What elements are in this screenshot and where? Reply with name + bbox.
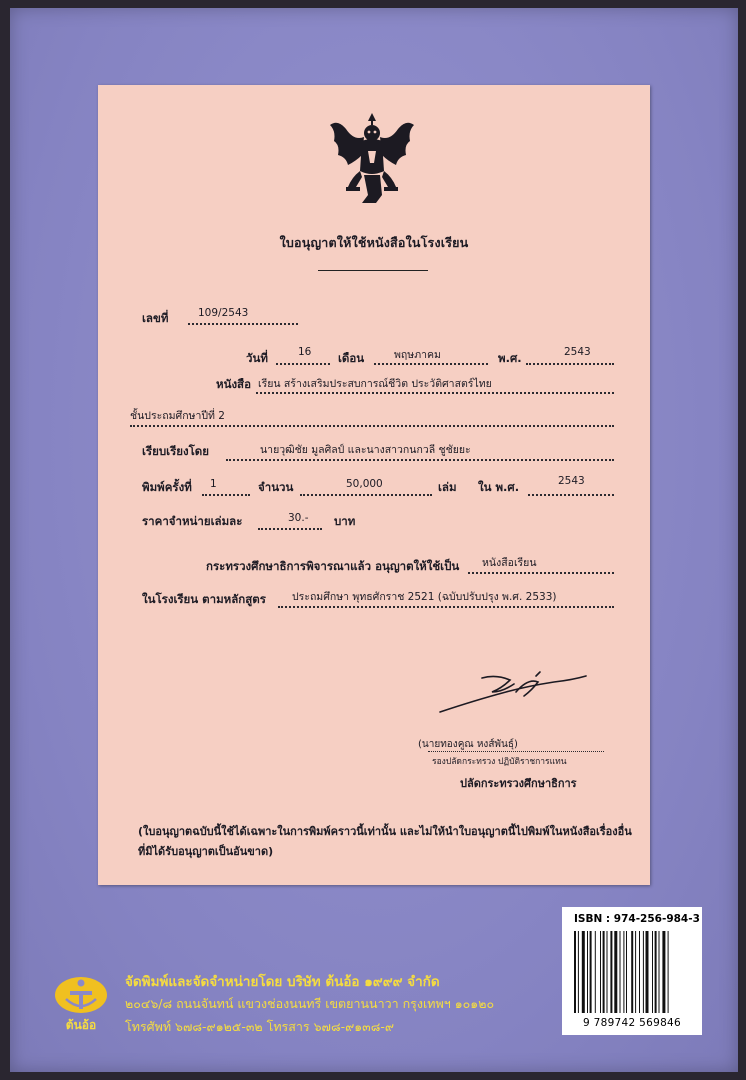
barcode-bar: [614, 931, 617, 1013]
price-unit: บาท: [334, 514, 356, 528]
volume-label: เล่ม: [438, 480, 457, 494]
publisher-contact: โทรศัพท์ ๖๗๘-๙๑๒๕-๓๒ โทรสาร ๖๗๘-๙๑๓๘-๙: [125, 1019, 395, 1034]
ministry-approval-text: กระทรวงศึกษาธิการพิจารณาแล้ว อนุญาตให้ใช้เป็น: [206, 559, 460, 573]
barcode-bar: [668, 931, 669, 1013]
date-dotted-line: [276, 363, 330, 365]
author-label: เรียบเรียงโดย: [142, 444, 209, 458]
price-dotted-line: [258, 528, 322, 530]
date-label: วันที่: [246, 351, 268, 365]
signature-mark: [436, 670, 592, 718]
isbn-barcode-box: [562, 907, 702, 1035]
barcode-bar: [662, 931, 665, 1013]
use-as-dotted-line: [468, 572, 614, 574]
barcode-bar: [582, 931, 585, 1013]
print-dotted-line: [202, 494, 250, 496]
date-value: 16: [298, 346, 312, 358]
barcode-bar: [652, 931, 653, 1013]
print-year-dotted-line: [528, 494, 614, 496]
isbn-label: ISBN : 974-256-984-3: [574, 913, 700, 925]
garuda-emblem-icon: [324, 111, 420, 205]
barcode-bar: [655, 931, 657, 1013]
barcode-bar: [607, 931, 608, 1013]
barcode-bar: [595, 931, 596, 1013]
qty-value: 50,000: [346, 478, 383, 490]
publisher-logo-text: ต้นอ้อ: [65, 1018, 97, 1032]
barcode-bar: [600, 931, 601, 1013]
book-value-2: ชั้นประถมศึกษาปีที่ 2: [130, 410, 225, 422]
barcode-bar: [603, 931, 605, 1013]
barcode-bar: [590, 931, 592, 1013]
curriculum-value: ประถมศึกษา พุทธศักราช 2521 (ฉบับปรับปรุง พ.ศ. 2533): [292, 591, 557, 603]
signer-name: (นายทองคูณ หงส์พันธุ์): [418, 739, 518, 750]
print-value: 1: [210, 478, 217, 490]
barcode-bar: [574, 931, 576, 1013]
month-label: เดือน: [338, 351, 365, 365]
book-dotted-line: [256, 392, 614, 394]
year-dotted-line: [526, 363, 614, 365]
year-label: พ.ศ.: [498, 351, 522, 365]
barcode-bar: [626, 931, 627, 1013]
price-value: 30.-: [288, 512, 309, 524]
barcode-bar: [639, 931, 640, 1013]
school-label: ในโรงเรียน ตามหลักสูตร: [142, 592, 266, 606]
barcode-bar: [587, 931, 588, 1013]
barcode-bar: [623, 931, 624, 1013]
curriculum-dotted-line: [278, 606, 614, 608]
publisher-line-1: จัดพิมพ์และจัดจำหน่ายโดย บริษัท ต้นอ้อ ๑๙๙๙ จำกัด: [125, 974, 440, 990]
barcode-bar: [646, 931, 649, 1013]
month-value: พฤษภาคม: [394, 349, 441, 361]
certificate-note: (ใบอนุญาตฉบับนี้ใช้ได้เฉพาะในการพิมพ์คราวนี้เท่านั้น และไม่ให้นำใบอนุญาตนี้ไปพิมพ์ในหนังสือเรื่องอื่น ที่มิได้รับอนุญาตเป็นอันขาด): [138, 825, 632, 858]
print-year-value: 2543: [558, 475, 585, 487]
barcode-bar: [635, 931, 636, 1013]
publisher-address: ๒๐๔๖/๘ ถนนจันทน์ แขวงช่องนนทรี เขตยานนาวา กรุงเทพฯ ๑๐๑๒๐: [125, 996, 495, 1011]
book-dotted-line-2: [130, 425, 614, 427]
number-label: เลขที่: [142, 311, 169, 325]
barcode: [572, 931, 692, 1013]
barcode-bar: [631, 931, 633, 1013]
number-value: 109/2543: [198, 307, 249, 319]
author-dotted-line: [226, 459, 614, 461]
barcode-bar: [643, 931, 644, 1013]
qty-label: จำนวน: [258, 480, 294, 494]
year-value: 2543: [564, 346, 591, 358]
in-year-label: ใน พ.ศ.: [478, 480, 520, 494]
print-label: พิมพ์ครั้งที่: [142, 480, 192, 494]
signer-title: ปลัดกระทรวงศึกษาธิการ: [460, 777, 577, 790]
barcode-number: 9 789742 569846: [582, 1017, 682, 1029]
price-label: ราคาจำหน่ายเล่มละ: [142, 514, 243, 528]
barcode-bar: [659, 931, 660, 1013]
number-dotted-line: [188, 323, 298, 325]
barcode-bar: [610, 931, 612, 1013]
book-value: เรียน สร้างเสริมประสบการณ์ชีวิต ประวัติศาสตร์ไทย: [258, 378, 492, 390]
use-as-value: หนังสือเรียน: [482, 557, 537, 569]
publisher-logo-icon: [52, 973, 110, 1033]
author-value: นายวุฒิชัย มูลศิลป์ และนางสาวกนกวลี ชูชัยยะ: [260, 444, 471, 456]
qty-dotted-line: [300, 494, 432, 496]
permit-certificate: [98, 85, 650, 885]
title-underline: [318, 270, 428, 271]
barcode-bar: [620, 931, 621, 1013]
signer-role: รองปลัดกระทรวง ปฏิบัติราชการแทน: [432, 757, 567, 767]
book-label: หนังสือ: [216, 377, 251, 391]
month-dotted-line: [374, 363, 488, 365]
barcode-bar: [578, 931, 579, 1013]
certificate-title: ใบอนุญาตให้ใช้หนังสือในโรงเรียน: [279, 235, 469, 250]
